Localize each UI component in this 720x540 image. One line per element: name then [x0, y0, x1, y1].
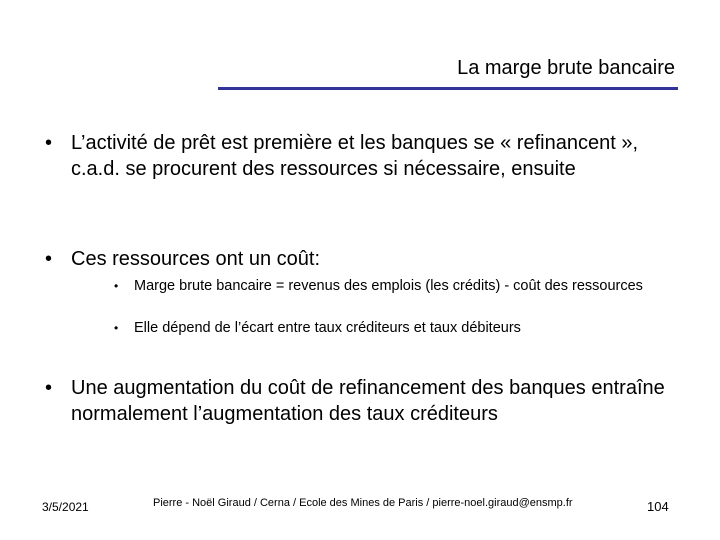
sub-bullet-dot-icon: • — [114, 321, 119, 335]
bullet-dot-icon: • — [45, 377, 53, 399]
sub-bullet-dot-icon: • — [114, 279, 119, 293]
bullet-text: Une augmentation du coût de refinancement des banques entraîne normalement l’augmentation des taux créditeurs — [71, 377, 665, 425]
bullet-text: Ces ressources ont un coût: — [71, 248, 321, 270]
sub-bullet-item-2 — [114, 319, 689, 337]
bullet-item-2 — [45, 246, 665, 272]
title-underline — [218, 87, 678, 90]
bullet-item-3 — [45, 375, 685, 427]
footer-date: 3/5/2021 — [42, 500, 89, 514]
sub-bullet-text: Marge brute bancaire = revenus des emplois (les crédits) - coût des ressources — [134, 278, 643, 294]
sub-bullet-item-1 — [114, 277, 689, 295]
slide-title: La marge brute bancaire — [457, 57, 675, 79]
page-number: 104 — [647, 499, 669, 514]
bullet-dot-icon: • — [45, 132, 53, 154]
sub-bullet-text: Elle dépend de l’écart entre taux créditeurs et taux débiteurs — [134, 320, 521, 336]
bullet-dot-icon: • — [45, 248, 53, 270]
bullet-item-1 — [45, 130, 665, 182]
bullet-text: L’activité de prêt est première et les banques se « refinancent », c.a.d. se procurent des ressources si nécessaire, ensuite — [71, 132, 639, 180]
footer-author: Pierre - Noël Giraud / Cerna / Ecole des Mines de Paris / pierre-noel.giraud@ensmp.fr — [153, 497, 573, 509]
